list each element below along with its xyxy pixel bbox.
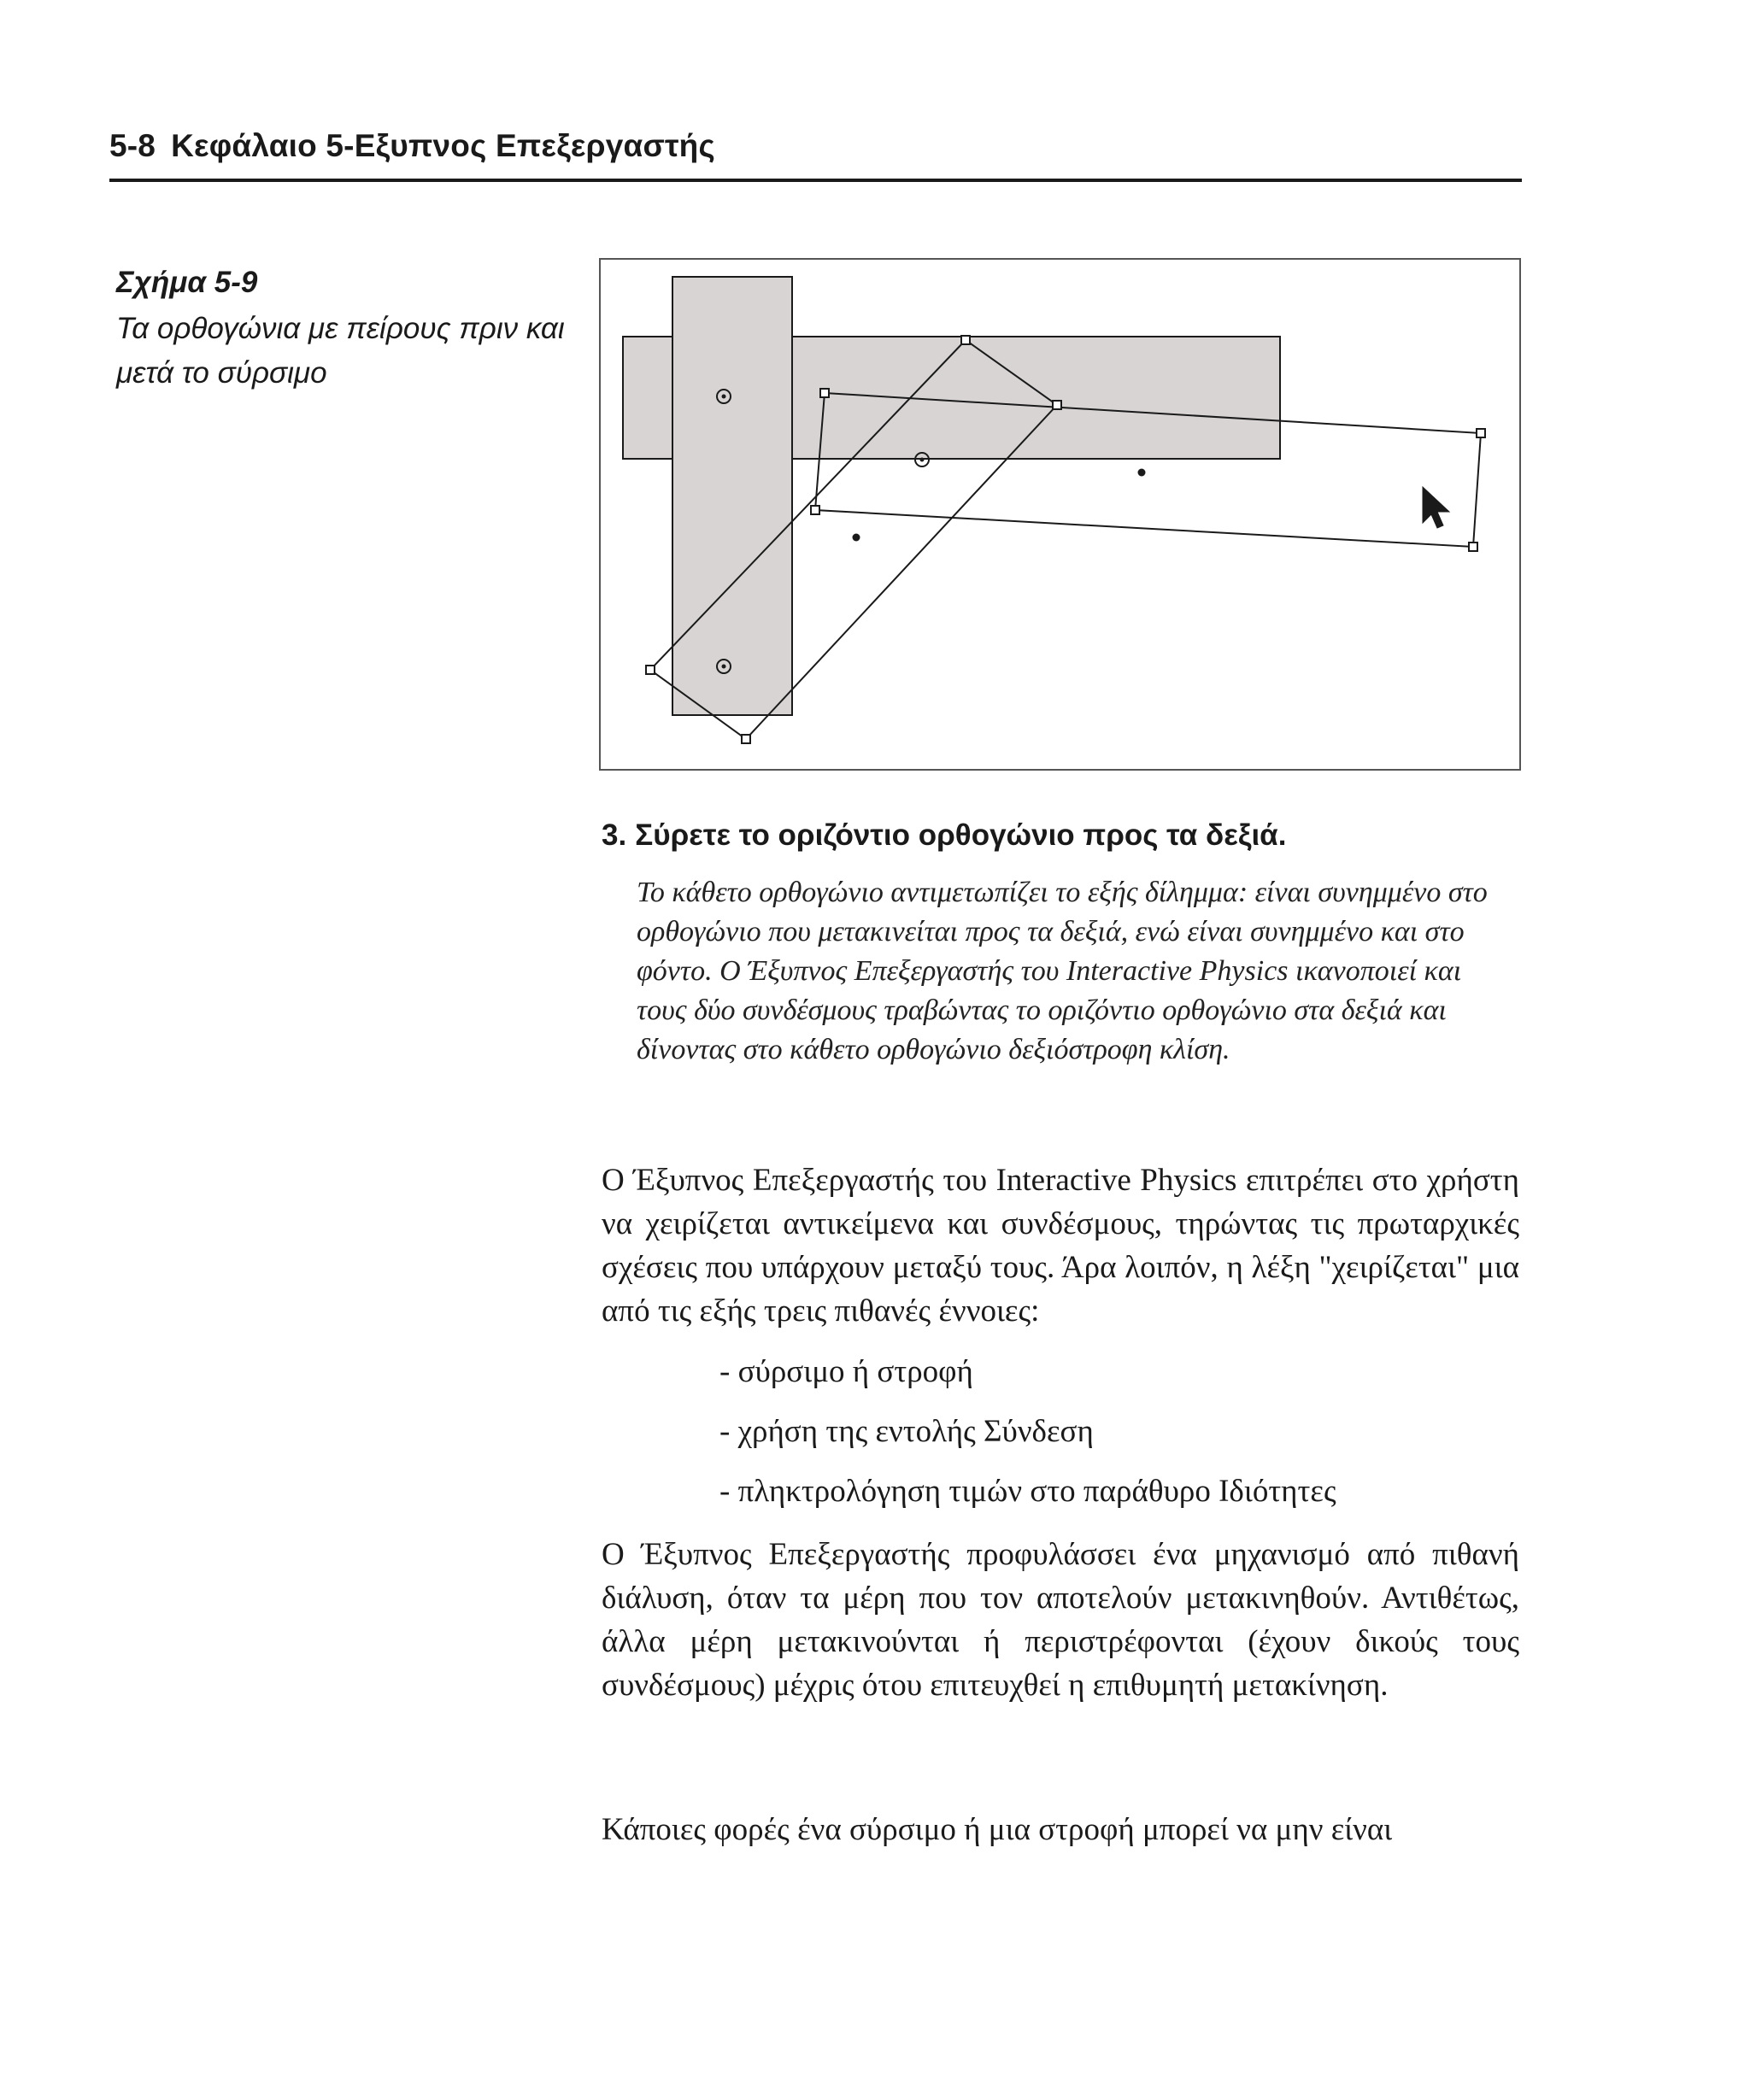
paragraph-3: Κάποιες φορές ένα σύρσιμο ή μια στροφή μπορεί να μην είναι xyxy=(602,1812,1393,1847)
pin-center xyxy=(722,395,726,399)
figure-box xyxy=(599,258,1521,771)
step-heading-text: Σύρετε το οριζόντιο ορθογώνιο προς τα δεξιά. xyxy=(635,818,1287,852)
pin-center xyxy=(920,458,925,462)
figure-caption-text: Τα ορθογώνια με πείρους πριν και μετά το σύρσιμο xyxy=(116,312,565,390)
figure-caption xyxy=(116,261,595,396)
figure-label: Σχήμα 5-9 xyxy=(116,266,258,299)
handle xyxy=(1477,429,1485,437)
list-item: - πληκτρολόγηση τιμών στο παράθυρο Ιδιότητες xyxy=(719,1474,1336,1509)
paragraph-1: Ο Έξυπνος Επεξεργαστής του Interactive Physics επιτρέπει στο χρήστη να χειρίζεται αντικείμενα και συνδέσμους, τηρώντας τις πρωταρχικές σχέσεις που υπάρχουν μεταξύ τους. Άρα λοιπόν, η λέξη "χειρίζεται" μια από τις εξής τρεις πιθανές έννοιες: xyxy=(602,1163,1519,1329)
handle xyxy=(1053,401,1061,409)
center-of-mass-dot xyxy=(853,534,860,542)
step-body: Το κάθετο ορθογώνιο αντιμετωπίζει το εξής δίλημμα: είναι συνημμένο στο ορθογώνιο που μετακινείται προς τα δεξιά, ενώ είναι συνημμένο και στο φόντο. Ο Έξυπνος Επεξεργαστής του Interactive Physics ικανοποιεί και τους δύο συνδέσμους τραβώντας το οριζόντιο ορθογώνιο στα δεξιά και δίνοντας στο κάθετο ορθογώνιο δεξιόστροφη κλίση. xyxy=(637,877,1488,1065)
center-of-mass-dot xyxy=(1138,469,1146,477)
cursor-arrow-icon xyxy=(1423,487,1449,528)
list-item: - χρήση της εντολής Σύνδεση xyxy=(719,1414,1094,1449)
header-rule xyxy=(109,179,1522,182)
running-header xyxy=(109,128,715,164)
handle xyxy=(742,735,750,743)
list-item: - σύρσιμο ή στροφή xyxy=(719,1354,973,1389)
figure-drawing xyxy=(601,260,1519,769)
step-heading xyxy=(602,818,1286,853)
vertical-rectangle xyxy=(672,277,792,715)
pin-center xyxy=(722,665,726,669)
paragraph-2: Ο Έξυπνος Επεξεργαστής προφυλάσσει ένα μηχανισμό από πιθανή διάλυση, όταν τα μέρη που τον αποτελούν μετακινηθούν. Αντιθέτως, άλλα μέρη μετακινούνται ή περιστρέφονται (έχουν δικούς τους συνδέσμους) μέχρις ότου επιτευχθεί η επιθυμητή μετακίνηση. xyxy=(602,1537,1519,1703)
handle xyxy=(811,506,819,514)
handle xyxy=(646,666,655,674)
bullet-list xyxy=(719,1350,1336,1529)
handle xyxy=(820,389,829,397)
handle xyxy=(961,336,970,344)
step-number: 3. xyxy=(602,818,627,852)
page-number: 5-8 xyxy=(109,128,156,163)
chapter-title: Κεφάλαιο 5-Εξυπνος Επεξεργαστής xyxy=(171,128,715,163)
handle xyxy=(1469,543,1477,551)
